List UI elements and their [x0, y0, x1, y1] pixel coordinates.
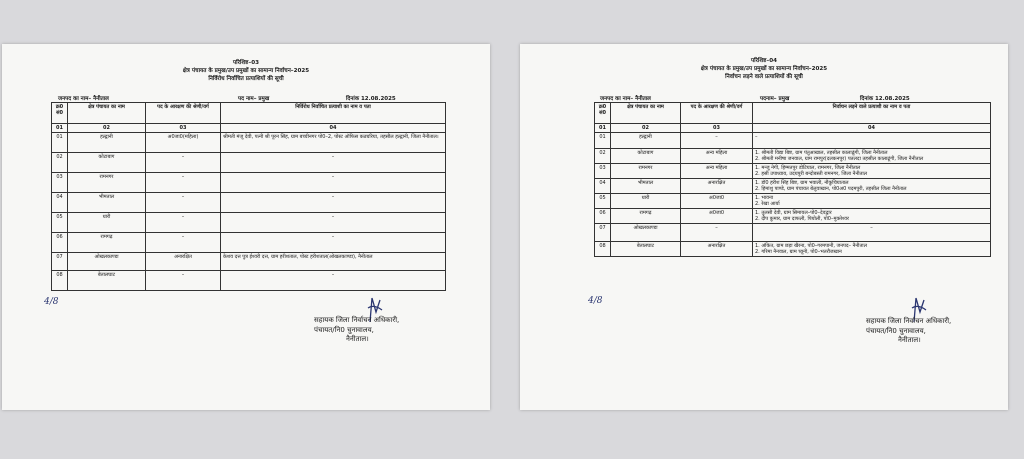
col-number: 04 [753, 124, 991, 133]
table-row [595, 224, 991, 242]
table-row [52, 153, 446, 173]
row-sn: 08 [52, 271, 68, 291]
row-candidate: – [221, 153, 446, 173]
row-candidate [753, 209, 991, 224]
initials-mark: 4/8 [44, 297, 59, 307]
row-category: – [146, 271, 221, 291]
col-number: 03 [681, 124, 753, 133]
row-sn: 02 [52, 153, 68, 173]
unopposed-candidates-table [51, 102, 446, 291]
initials-mark: 4/8 [588, 296, 603, 306]
table-row [52, 253, 446, 271]
district-name: जनपद का नाम– नैनीताल [58, 96, 109, 102]
row-sn: 06 [595, 209, 611, 224]
row-candidate: – [221, 193, 446, 213]
table-row [595, 194, 991, 209]
row-category: – [146, 233, 221, 253]
row-category: – [146, 153, 221, 173]
row-panchayat: रामनगर [68, 173, 146, 193]
row-candidate: – [221, 233, 446, 253]
table-row [595, 242, 991, 257]
table-row [595, 179, 991, 194]
table-header-row [595, 103, 991, 124]
row-sn: 01 [52, 133, 68, 153]
row-category: – [146, 173, 221, 193]
row-panchayat: रामगढ़ [611, 209, 681, 224]
col-number: 02 [68, 124, 146, 133]
candidate-line: 2. हसी उपाध्याय, उदयपुरी बन्दोबस्ती रामनगर, जिला नैनीताल [755, 171, 868, 177]
signatory-office: पंचायत/नि0 चुनावालय, [314, 325, 374, 334]
row-category: अन्य महिला [681, 149, 753, 164]
row-sn: 04 [52, 193, 68, 213]
col-number: 04 [221, 124, 446, 133]
district-name: जनपद का नाम– नैनीताल [600, 96, 651, 102]
row-panchayat: बेतालघाट [68, 271, 146, 291]
col-number: 01 [595, 124, 611, 133]
signatory-place: नैनीताल। [346, 335, 369, 343]
candidate-line: 1. श्रीमती विद्या बिष्ट, ग्राम पंतुआखाल, तहसील कालाढूंगी, जिला नैनीताल [755, 150, 888, 156]
row-candidate: – [221, 173, 446, 193]
annex-number: परिशिष्ट–04 [750, 58, 777, 64]
row-panchayat: ओखलकाण्डा [611, 224, 681, 242]
candidate-line: 2. दीप कुमार, ग्राम दाफली, पियोली, पो0–मुक्तेश्वर [755, 216, 849, 222]
row-category: – [146, 193, 221, 213]
candidate-line: 1. अंकित, ग्राम छड़ा खैरना, पो0–गरमपानी, जनपद– नैनीताल [755, 243, 867, 249]
candidate-line: 2. गरिमा नैनवाल, ग्राम च्यूनी, पो0–भतरौजखान [755, 249, 842, 255]
col-header-category: पद के आरक्षण की श्रेणी/वर्ग [681, 103, 753, 124]
post-name: पदनाम– प्रमुख [760, 96, 790, 102]
candidate-line: 1. मन्जू नेगी, हिम्मतपुर डोटियाल, रामनगर, जिला नैनीताल [755, 165, 861, 171]
row-panchayat: हल्द्वानी [68, 133, 146, 153]
row-panchayat: भीमताल [68, 193, 146, 213]
annexure-03-sheet [2, 44, 490, 410]
row-sn: 06 [52, 233, 68, 253]
signatory-block [866, 317, 951, 346]
document-title: क्षेत्र पंचायत के प्रमुख/उप प्रमुखों का सामान्य निर्वाचन–2025 [700, 66, 828, 72]
table-row [52, 193, 446, 213]
row-panchayat: हल्द्वानी [611, 133, 681, 149]
row-sn: 01 [595, 133, 611, 149]
row-category: अनारक्षित [681, 242, 753, 257]
table-row [52, 271, 446, 291]
row-category: – [146, 213, 221, 233]
row-category: अनारक्षित [146, 253, 221, 271]
post-name: पद नाम– प्रमुख [238, 96, 270, 102]
signatory-place: नैनीताल। [898, 336, 921, 344]
row-category: अन्य महिला [681, 164, 753, 179]
date: दिनांक 12.08.2025 [860, 96, 910, 102]
annexure-04-sheet [520, 44, 1008, 410]
row-candidate: केशव दत्त पुत्र ईश्वरी दत्त, ग्राम हरीशताल, पोस्ट हरीशताल(ओखलकाण्डा), नैनीताल [221, 253, 446, 271]
signatory-block [314, 316, 399, 345]
table-row [52, 233, 446, 253]
row-sn: 05 [52, 213, 68, 233]
table-row [52, 133, 446, 153]
table-row [595, 133, 991, 149]
row-candidate [753, 149, 991, 164]
row-candidate [753, 179, 991, 194]
row-panchayat: कोटाबाग [68, 153, 146, 173]
row-candidate: – [753, 133, 991, 149]
row-panchayat: रामगढ़ [68, 233, 146, 253]
row-sn: 08 [595, 242, 611, 257]
document-title: क्षेत्र पंचायत के प्रमुख/उप प्रमुखों का सामान्य निर्वाचन–2025 [182, 68, 310, 74]
col-header-sn: क्र0 सं0 [595, 103, 611, 124]
candidate-line: 2. हिमांशु पाण्डे, ग्राम पंचायत बेलुवाखान, पो0अ0 पदमपुरी, तहसील जिला नैनीताल [755, 186, 907, 192]
row-category: – [681, 133, 753, 149]
row-panchayat: बेतालघाट [611, 242, 681, 257]
row-panchayat: भीमताल [611, 179, 681, 194]
row-panchayat: ओखलकाण्डा [68, 253, 146, 271]
row-panchayat: धारी [68, 213, 146, 233]
col-header-candidate: निर्विरोध निर्वाचित प्रत्याशी का नाम व पता [221, 103, 446, 124]
row-candidate: – [221, 271, 446, 291]
row-panchayat: रामनगर [611, 164, 681, 179]
col-header-panchayat: क्षेत्र पंचायत का नाम [611, 103, 681, 124]
table-row [595, 209, 991, 224]
row-sn: 02 [595, 149, 611, 164]
row-panchayat: कोटाबाग [611, 149, 681, 164]
table-row [52, 173, 446, 193]
col-number: 03 [146, 124, 221, 133]
col-header-sn: क्र0 सं0 [52, 103, 68, 124]
row-category: अ0जा0(महिला) [146, 133, 221, 153]
row-panchayat: धारी [611, 194, 681, 209]
column-number-row [595, 124, 991, 133]
table-row [595, 149, 991, 164]
col-number: 01 [52, 124, 68, 133]
row-category: अ0जा0 [681, 209, 753, 224]
row-sn: 04 [595, 179, 611, 194]
table-header-row [52, 103, 446, 124]
row-candidate: – [753, 224, 991, 242]
row-sn: 07 [595, 224, 611, 242]
candidate-line: 2. श्रीमती मनीषा जनवाल, ग्राम रामपुर(दलकनपुर) पतलदा तहसील कालाढूंगी, जिला नैनीताल [755, 156, 924, 162]
signatory-designation: सहायक जिला निर्वाचन अधिकारी, [314, 316, 400, 324]
row-category: – [681, 224, 753, 242]
column-number-row [52, 124, 446, 133]
signatory-designation: सहायक जिला निर्वाचन अधिकारी, [866, 317, 952, 325]
col-number: 02 [611, 124, 681, 133]
contesting-candidates-table [594, 102, 991, 257]
row-sn: 05 [595, 194, 611, 209]
row-category: अ0जा0 [681, 194, 753, 209]
row-sn: 03 [52, 173, 68, 193]
document-subtitle: निर्वाचन लड़ने वाले प्रत्याशियों की सूची [725, 74, 803, 80]
candidate-line: 2. रेखा आर्या [755, 201, 780, 207]
row-candidate [753, 164, 991, 179]
date: दिनांक 12.08.2025 [346, 96, 396, 102]
row-sn: 07 [52, 253, 68, 271]
table-row [52, 213, 446, 233]
row-category: अनारक्षित [681, 179, 753, 194]
annex-number: परिशिष्ट–03 [232, 60, 259, 66]
col-header-category: पद के आरक्षण की श्रेणी/वर्ग [146, 103, 221, 124]
candidate-line: 1. भावना [755, 195, 774, 201]
row-candidate: श्रीमती मंजू देवी, पत्नी श्री पूरन सिंह, ग्राम बच्चीनगर पो0–2, पोस्ट ऑफिस कठघरिया, तहसील हल्द्वानी, जिला नैनीताल। [221, 133, 446, 153]
candidate-line: 1. तुलसी देवी, ग्राम सिमायल–पो0–देवद्वार [755, 210, 832, 216]
col-header-candidate: निर्वाचन लड़ने वाले प्रत्याशी का नाम व पता [753, 103, 991, 124]
document-subtitle: निर्विरोध निर्वाचित प्रत्याशियों की सूची [208, 76, 284, 82]
signatory-office: पंचायत/नि0 चुनावालय, [866, 326, 926, 335]
row-sn: 03 [595, 164, 611, 179]
col-header-panchayat: क्षेत्र पंचायत का नाम [68, 103, 146, 124]
table-row [595, 164, 991, 179]
row-candidate [753, 194, 991, 209]
row-candidate: – [221, 213, 446, 233]
candidate-line: 1. डॉ0 हरीश सिंह बिष्ट, ग्राम भवाली, नौकुचियाताल [755, 180, 849, 186]
row-candidate [753, 242, 991, 257]
